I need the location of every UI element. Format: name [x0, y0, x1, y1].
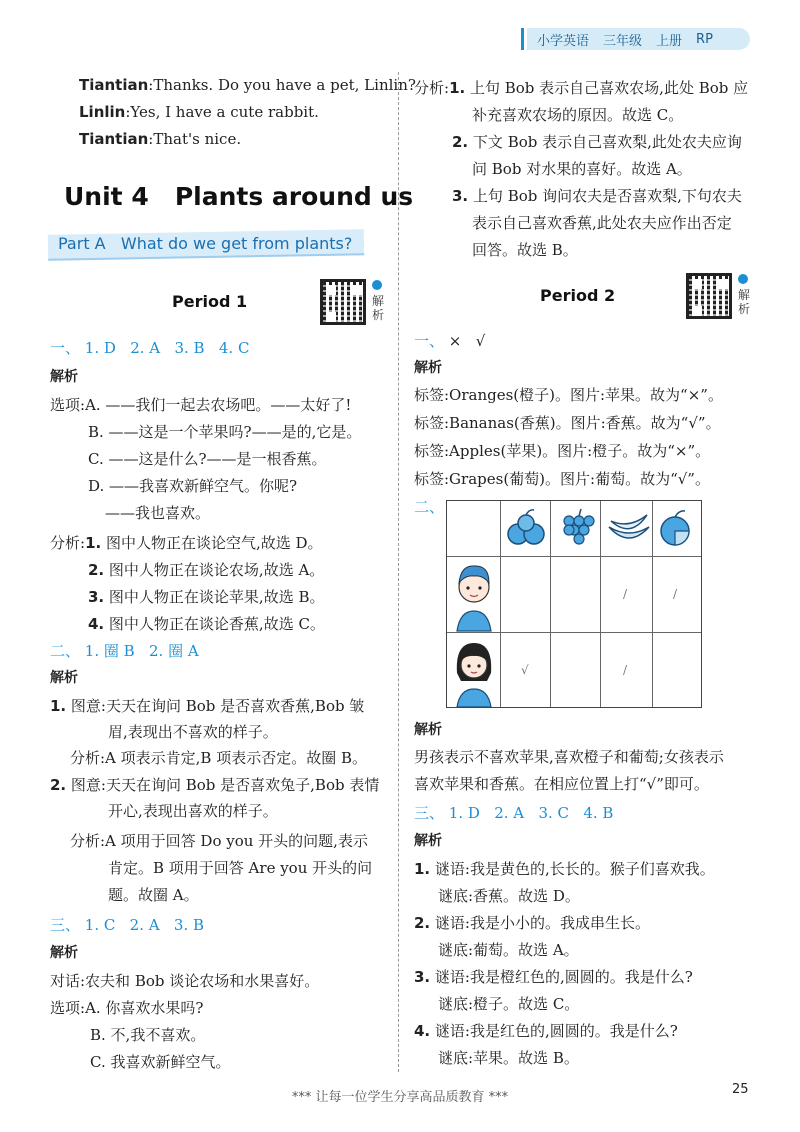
grid-person-cell — [447, 633, 501, 707]
qr-code-icon[interactable] — [320, 279, 366, 325]
riddle-question: 4. 谜语:我是红色的,圆圆的。我是什么? — [414, 1022, 678, 1040]
options-line: 选项:A. ——我们一起去农场吧。——太好了! — [50, 396, 352, 414]
header-grade: 三年级 — [603, 33, 643, 49]
dialog-line: Tiantian:Thanks. Do you have a pet, Linlin? — [79, 76, 416, 94]
jiexi-heading: 解析 — [414, 833, 442, 849]
jiexi-heading: 解析 — [50, 670, 78, 686]
qr-code-icon[interactable] — [686, 273, 732, 319]
page-number: 25 — [732, 1082, 749, 1097]
options-line: C. 我喜欢新鲜空气。 — [90, 1053, 231, 1071]
riddle-question: 2. 谜语:我是小小的。我成串生长。 — [414, 914, 650, 932]
grid-mark: √ — [521, 663, 529, 677]
options-line: ——我也喜欢。 — [105, 504, 211, 522]
grid-header-cell — [653, 501, 701, 557]
dialog-summary: 对话:农夫和 Bob 谈论农场和水果喜好。 — [50, 972, 320, 990]
jiexi-heading: 解析 — [50, 369, 78, 385]
analysis-line: 2. 下文 Bob 表示自己喜欢梨,此处农夫应询 — [452, 133, 742, 151]
explain-line: 分析:A 项表示肯定,B 项表示否定。故圈 B。 — [70, 749, 368, 767]
analysis-line: 回答。故选 B。 — [472, 241, 578, 259]
explain-line: 1. 图意:天天在询问 Bob 是否喜欢香蕉,Bob 皱 — [50, 697, 365, 715]
explain-line: 喜欢苹果和香蕉。在相应位置上打“√”即可。 — [414, 775, 709, 793]
unit-title: Unit 4 Plants around us — [64, 182, 414, 211]
grid-mark-cell[interactable] — [501, 557, 551, 633]
section-1-answers: 一、 × √ — [414, 332, 486, 350]
qr-label: 解析 — [738, 288, 751, 316]
qr-label: 解析 — [372, 294, 385, 322]
period-2-title: Period 2 — [540, 286, 616, 305]
header-edition: RP — [696, 31, 713, 47]
riddle-answer: 谜底:橙子。故选 C。 — [438, 995, 580, 1013]
grid-mark: / — [623, 587, 628, 601]
riddle-question: 1. 谜语:我是黄色的,长长的。猴子们喜欢我。 — [414, 860, 715, 878]
grid-mark-cell[interactable] — [653, 557, 701, 633]
grid-mark-cell[interactable] — [653, 633, 701, 707]
section-2-answers: 二、 1. 圈 B 2. 圈 A — [50, 642, 199, 660]
grid-mark: / — [623, 663, 628, 677]
analysis-line: 表示自己喜欢香蕉,此处农夫应作出否定 — [472, 214, 732, 232]
explain-line: 开心,表现出喜欢的样子。 — [108, 802, 278, 820]
boy-avatar — [447, 557, 501, 633]
grid-mark-cell[interactable] — [501, 633, 551, 707]
orange-icon — [653, 501, 701, 557]
riddle-answer: 谜底:香蕉。故选 D。 — [438, 887, 580, 905]
section-3-answers: 三、 1. D 2. A 3. C 4. B — [414, 804, 614, 822]
riddle-answer: 谜底:苹果。故选 B。 — [438, 1049, 579, 1067]
analysis-line: 补充喜欢农场的原因。故选 C。 — [472, 106, 684, 124]
label-line: 标签:Bananas(香蕉)。图片:香蕉。故为“√”。 — [414, 414, 721, 432]
analysis-line: 分析:1. 上句 Bob 表示自己喜欢农场,此处 Bob 应 — [414, 79, 749, 97]
analysis-line: 分析:1. 图中人物正在谈论空气,故选 D。 — [50, 534, 323, 552]
grid-mark-cell[interactable] — [551, 633, 601, 707]
grapes-icon — [551, 501, 601, 557]
grid-person-cell — [447, 557, 501, 633]
jiexi-heading: 解析 — [50, 945, 78, 961]
label-line: 标签:Oranges(橙子)。图片:苹果。故为“×”。 — [414, 386, 723, 404]
part-title: Part A What do we get from plants? — [58, 234, 353, 253]
options-line: B. 不,我不喜欢。 — [90, 1026, 206, 1044]
header-tag — [527, 28, 750, 50]
riddle-answer: 谜底:葡萄。故选 A。 — [438, 941, 579, 959]
play-icon — [372, 280, 382, 290]
dialog-line: Tiantian:That's nice. — [79, 130, 242, 148]
grid-mark-cell[interactable] — [551, 557, 601, 633]
options-line: 选项:A. 你喜欢水果吗? — [50, 999, 204, 1017]
girl-avatar — [447, 633, 501, 707]
jiexi-heading: 解析 — [414, 722, 442, 738]
section-2-label: 二、 — [414, 498, 445, 516]
period-1-title: Period 1 — [172, 292, 248, 311]
grid-header-cell — [551, 501, 601, 557]
explain-line: 题。故圈 A。 — [108, 886, 199, 904]
options-line: C. ——这是什么?——是一根香蕉。 — [88, 450, 327, 468]
analysis-line: 3. 上句 Bob 询问农夫是否喜欢梨,下句农夫 — [452, 187, 742, 205]
dialog-line: Linlin:Yes, I have a cute rabbit. — [79, 103, 319, 121]
options-line: B. ——这是一个苹果吗?——是的,它是。 — [88, 423, 362, 441]
riddle-question: 3. 谜语:我是橙红色的,圆圆的。我是什么? — [414, 968, 693, 986]
explain-line: 男孩表示不喜欢苹果,喜欢橙子和葡萄;女孩表示 — [414, 748, 724, 766]
grid-mark-cell[interactable] — [601, 557, 653, 633]
analysis-line: 问 Bob 对水果的喜好。故选 A。 — [472, 160, 692, 178]
section-3-answers: 三、 1. C 2. A 3. B — [50, 916, 205, 934]
header-accent-bar — [521, 28, 524, 50]
analysis-line: 2. 图中人物正在谈论农场,故选 A。 — [88, 561, 325, 579]
analysis-line: 3. 图中人物正在谈论苹果,故选 B。 — [88, 588, 325, 606]
options-line: D. ——我喜欢新鲜空气。你呢? — [88, 477, 298, 495]
explain-line: 分析:A 项用于回答 Do you 开头的问题,表示 — [70, 832, 368, 850]
grid-header-cell — [601, 501, 653, 557]
label-line: 标签:Grapes(葡萄)。图片:葡萄。故为“√”。 — [414, 470, 710, 488]
explain-line: 2. 图意:天天在询问 Bob 是否喜欢兔子,Bob 表情 — [50, 776, 380, 794]
apple-icon — [501, 501, 551, 557]
play-icon — [738, 274, 748, 284]
column-divider — [398, 72, 399, 1072]
explain-line: 肯定。B 项用于回答 Are you 开头的问 — [108, 859, 373, 877]
grid-corner-cell — [447, 501, 501, 557]
footer-slogan: *** 让每一位学生分享高品质教育 *** — [291, 1090, 509, 1105]
analysis-line: 4. 图中人物正在谈论香蕉,故选 C。 — [88, 615, 325, 633]
section-1-answers: 一、 1. D 2. A 3. B 4. C — [50, 339, 250, 357]
explain-line: 眉,表现出不喜欢的样子。 — [108, 723, 278, 741]
label-line: 标签:Apples(苹果)。图片:橙子。故为“×”。 — [414, 442, 711, 460]
grid-mark: / — [673, 587, 678, 601]
header-subject: 小学英语 — [537, 33, 590, 49]
header-volume: 上册 — [656, 33, 683, 49]
grid-mark-cell[interactable] — [601, 633, 653, 707]
preference-grid — [446, 500, 702, 708]
grid-header-cell — [501, 501, 551, 557]
banana-icon — [601, 501, 653, 557]
jiexi-heading: 解析 — [414, 360, 442, 376]
